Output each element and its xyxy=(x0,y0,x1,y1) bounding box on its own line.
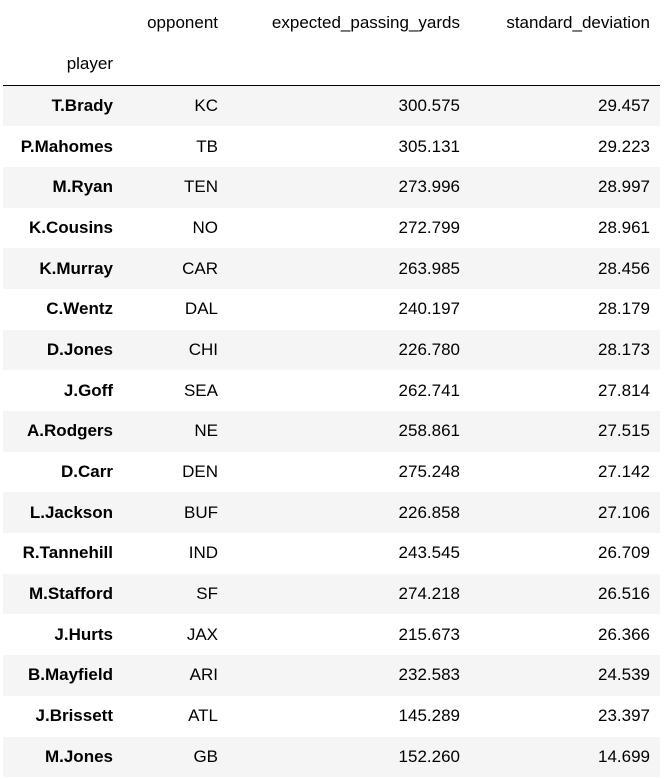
cell-opponent: TEN xyxy=(184,177,218,197)
cell-expected-passing-yards: 272.799 xyxy=(398,217,460,237)
index-blank-cell xyxy=(470,43,660,86)
cell-opponent: DAL xyxy=(184,299,218,319)
row-index-player: B.Mayfield xyxy=(27,665,113,685)
cell-standard-deviation: 26.366 xyxy=(598,624,650,644)
row-index-player: D.Carr xyxy=(61,462,113,482)
cell-standard-deviation: 27.142 xyxy=(598,462,650,482)
cell-expected-passing-yards: 226.780 xyxy=(398,339,460,359)
index-blank-cell xyxy=(123,43,228,86)
cell-opponent: TB xyxy=(196,136,218,156)
table-row xyxy=(3,208,660,249)
row-index-player: K.Cousins xyxy=(28,217,113,237)
cell-expected-passing-yards: 263.985 xyxy=(398,258,460,278)
row-index-player: M.Jones xyxy=(44,746,113,766)
cell-opponent: CAR xyxy=(182,258,218,278)
cell-standard-deviation: 23.397 xyxy=(598,706,650,726)
row-index-player: P.Mahomes xyxy=(20,136,113,156)
row-index-player: K.Murray xyxy=(39,258,113,278)
cell-opponent: DEN xyxy=(182,462,218,482)
table-row xyxy=(3,167,660,208)
table-row xyxy=(3,452,660,493)
cell-opponent: JAX xyxy=(186,624,218,644)
column-header-standard-deviation: standard_deviation xyxy=(506,13,650,32)
index-name-player: player xyxy=(66,54,113,73)
table-row xyxy=(3,86,660,127)
cell-standard-deviation: 14.699 xyxy=(598,746,650,766)
cell-opponent: ARI xyxy=(189,665,218,685)
cell-standard-deviation: 28.179 xyxy=(598,299,650,319)
cell-standard-deviation: 27.515 xyxy=(598,421,650,441)
cell-standard-deviation: 24.539 xyxy=(598,665,650,685)
table-row xyxy=(3,614,660,655)
cell-opponent: GB xyxy=(193,746,218,766)
cell-expected-passing-yards: 232.583 xyxy=(398,665,460,685)
table-row xyxy=(3,492,660,533)
cell-standard-deviation: 28.997 xyxy=(598,177,650,197)
cell-opponent: NO xyxy=(192,217,218,237)
cell-opponent: IND xyxy=(188,543,218,563)
table-body xyxy=(3,86,660,778)
row-index-player: L.Jackson xyxy=(29,502,113,522)
cell-standard-deviation: 29.223 xyxy=(598,136,650,156)
table-row xyxy=(3,370,660,411)
cell-opponent: ATL xyxy=(188,706,218,726)
cell-expected-passing-yards: 258.861 xyxy=(398,421,460,441)
cell-standard-deviation: 28.961 xyxy=(598,217,650,237)
cell-opponent: BUF xyxy=(184,502,218,522)
row-index-player: A.Rodgers xyxy=(27,421,113,441)
cell-expected-passing-yards: 240.197 xyxy=(398,299,460,319)
index-name-row xyxy=(3,43,660,86)
row-index-player: M.Stafford xyxy=(28,584,113,604)
cell-opponent: SEA xyxy=(183,380,218,400)
cell-expected-passing-yards: 262.741 xyxy=(398,380,460,400)
cell-standard-deviation: 28.173 xyxy=(598,339,650,359)
table-row xyxy=(3,248,660,289)
cell-expected-passing-yards: 273.996 xyxy=(398,177,460,197)
table-row xyxy=(3,737,660,778)
cell-expected-passing-yards: 275.248 xyxy=(398,462,460,482)
cell-opponent: CHI xyxy=(188,339,218,359)
cell-expected-passing-yards: 215.673 xyxy=(398,624,460,644)
cell-standard-deviation: 27.814 xyxy=(598,380,650,400)
dataframe-table xyxy=(3,3,660,777)
cell-opponent: NE xyxy=(194,421,218,441)
row-index-player: J.Brissett xyxy=(35,706,113,726)
table-row xyxy=(3,289,660,330)
table-row xyxy=(3,574,660,615)
row-index-player: J.Goff xyxy=(63,380,113,400)
row-index-player: C.Wentz xyxy=(46,299,113,319)
table-row xyxy=(3,411,660,452)
table-row xyxy=(3,126,660,167)
cell-expected-passing-yards: 274.218 xyxy=(398,584,460,604)
cell-standard-deviation: 26.709 xyxy=(598,543,650,563)
row-index-player: T.Brady xyxy=(51,96,113,116)
column-header-expected-passing-yards: expected_passing_yards xyxy=(271,13,460,32)
table-row xyxy=(3,533,660,574)
column-header-opponent: opponent xyxy=(147,13,218,32)
table-row xyxy=(3,655,660,696)
cell-standard-deviation: 27.106 xyxy=(598,502,650,522)
column-header-row xyxy=(3,3,660,43)
row-index-player: R.Tannehill xyxy=(22,543,113,563)
table-header xyxy=(3,3,660,86)
index-blank-cell xyxy=(228,43,470,86)
cell-expected-passing-yards: 305.131 xyxy=(398,136,460,156)
table-row xyxy=(3,330,660,371)
row-index-player: D.Jones xyxy=(46,339,113,359)
cell-opponent: KC xyxy=(194,96,218,116)
corner-cell xyxy=(3,3,123,43)
row-index-player: M.Ryan xyxy=(52,177,113,197)
row-index-player: J.Hurts xyxy=(54,624,113,644)
cell-expected-passing-yards: 145.289 xyxy=(398,706,460,726)
cell-expected-passing-yards: 226.858 xyxy=(398,502,460,522)
cell-expected-passing-yards: 300.575 xyxy=(398,96,460,116)
cell-expected-passing-yards: 152.260 xyxy=(398,746,460,766)
table-row xyxy=(3,696,660,737)
cell-standard-deviation: 28.456 xyxy=(598,258,650,278)
cell-standard-deviation: 29.457 xyxy=(598,96,650,116)
cell-standard-deviation: 26.516 xyxy=(598,584,650,604)
cell-expected-passing-yards: 243.545 xyxy=(398,543,460,563)
cell-opponent: SF xyxy=(196,584,218,604)
